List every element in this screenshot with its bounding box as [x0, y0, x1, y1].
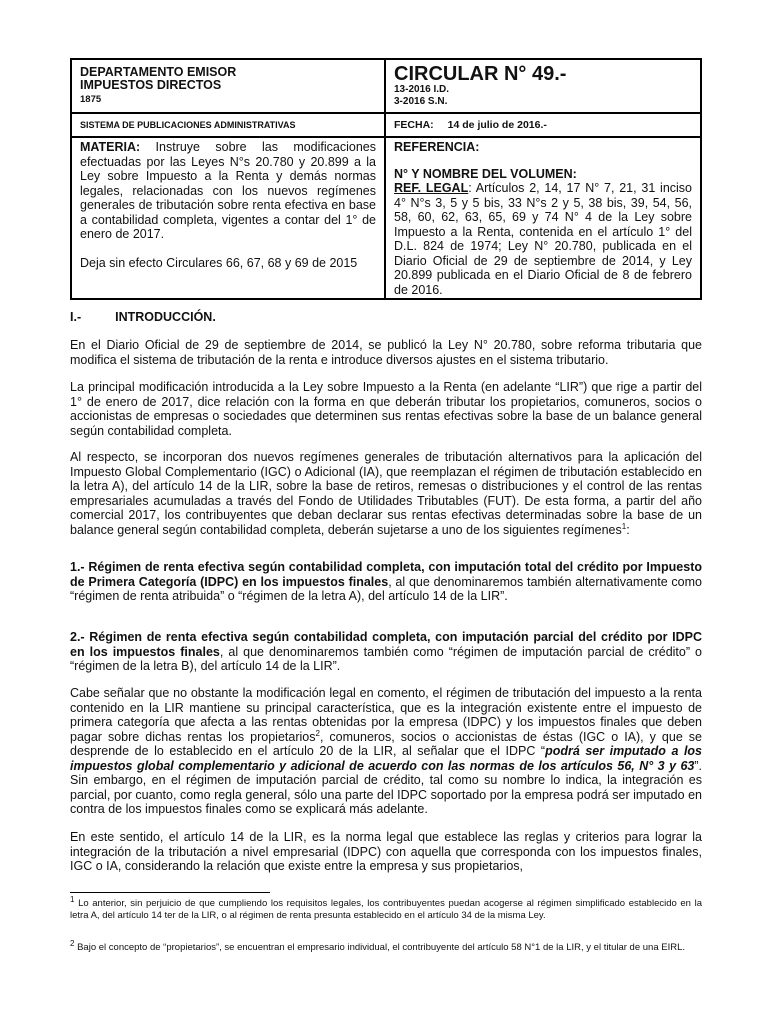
materia-paragraph	[80, 140, 376, 242]
footnote-1	[70, 894, 702, 922]
header-row-2	[72, 114, 700, 138]
department-cell	[72, 60, 386, 112]
fecha-value: 14 de julio de 2016.-	[447, 119, 547, 131]
footnote-2-text: Bajo el concepto de “propietarios”, se encuentran el empresario individual, el contribuyente del artículo 58 N°1 de la LIR, y el titular de una EIRL.	[74, 942, 686, 953]
regimen-2	[70, 630, 702, 674]
sistema-cell	[72, 114, 386, 136]
circular-cell	[386, 60, 700, 112]
header-row-1	[72, 60, 700, 114]
footnote-1-text: Lo anterior, sin perjuicio de que cumpliendo los requisitos legales, los contribuyentes puedan acogerse al régimen simplificado establecido en la letra A, del artículo 14 ter de la LIR, o al régimen de renta presunta establecido en el artículo 34 de la misma Ley.	[70, 898, 702, 921]
fecha-cell	[386, 114, 700, 136]
department-number: 1875	[80, 94, 102, 105]
paragraph-4-quote: podrá ser imputado a los impuestos global complementario y adicional de acuerdo con las normas de los artículos 56, N° 3 y 63	[70, 744, 703, 773]
section-number: I.-	[70, 310, 82, 324]
ref-legal-text: : Artículos 2, 14, 17 N° 7, 21, 31 inciso 4° N°s 3, 5 y 5 bis, 33 N°s 2 y 5, 38 bis, 39, 54, 56, 58, 60, 62, 63, 65, 69 y 74 N° 4 de la Ley sobre Impuesto a la Renta, contenida en el artículo 1° del D.L. 824 de 1974; Ley N° 20.780, publicada en el Diario Oficial de 29 de septiembre de 2014, y Ley 20.899 publicada en el Diario Oficial de 8 de febrero de 2016.	[394, 181, 693, 297]
footnote-2	[70, 938, 702, 954]
regimen-1	[70, 560, 702, 604]
footnote-1-number: 1	[70, 894, 75, 904]
regimen-1-text: , al que denominaremos también alternativamente como “régimen de renta atribuida” o “régimen de la letra A), del artículo 14 de la LIR”.	[70, 574, 702, 603]
paragraph-3-end: :	[626, 522, 630, 537]
footnote-ref-1: 1	[621, 521, 627, 531]
paragraph-3	[70, 450, 702, 537]
regimen-1-title: 1.- Régimen de renta efectiva según contabilidad completa, con imputación total del crédito por Impuesto de Primera Categoría (IDPC) en los impuestos finales	[70, 560, 702, 589]
materia-cell	[72, 138, 386, 298]
ref-legal-paragraph	[394, 181, 692, 297]
paragraph-1: En el Diario Oficial de 29 de septiembre de 2014, se publicó la Ley N° 20.780, sobre reforma tributaria que modifica el sistema de tributación de la renta e introduce diversos ajustes en el sistema tributario.	[70, 338, 702, 367]
header-row-3	[72, 138, 700, 298]
referencia-label: REFERENCIA:	[394, 140, 480, 154]
department-line-1: DEPARTAMENTO EMISOR	[80, 65, 237, 79]
referencia-cell	[386, 138, 700, 298]
ref-legal-label: REF. LEGAL	[394, 181, 469, 195]
department-line-2: IMPUESTOS DIRECTOS	[80, 78, 222, 92]
regimen-2-text: , al que denominaremos también como “régimen de imputación parcial de crédito” o “régimen de la letra B), del artículo 14 de la LIR”.	[70, 644, 702, 673]
header-table	[70, 58, 702, 300]
sistema-text: SISTEMA DE PUBLICACIONES ADMINISTRATIVAS	[80, 120, 296, 130]
section-title: INTRODUCCIÓN.	[115, 310, 216, 324]
regimen-2-title: 2.- Régimen de renta efectiva según contabilidad completa, con imputación parcial del crédito por IDPC en los impuestos finales	[70, 630, 702, 659]
paragraph-3-text: Al respecto, se incorporan dos nuevos regímenes generales de tributación alternativos para la aplicación del Impuesto Global Complementario (IGC) o Adicional (IA), que reemplazan el régimen de tributación establecido en la letra A), del artículo 14 de la LIR, sobre la base de retiros, remesas o distribuciones y el control de las rentas empresariales acumuladas a través del Fondo de Utilidades Tributables (FUT). De esta forma, a partir del año comercial 2017, los contribuyentes que deban declarar sus rentas efectivas determinadas sobre la base de un balance general según contabilidad completa, deberán sujetarse a uno de los siguientes regímenes	[70, 450, 702, 537]
paragraph-4-a: Cabe señalar que no obstante la modificación legal en comento, el régimen de tributación del impuesto a la renta contenido en la LIR mantiene su principal característica, que es la integración existente entre el impuesto de primera categoría que afecta a las rentas obtenidas por la empresa (IDPC) y los impuestos finales que deben pagar sobre dichas rentas los propietarios	[70, 686, 702, 744]
volumen-label: N° Y NOMBRE DEL VOLUMEN:	[394, 166, 577, 181]
paragraph-5: En este sentido, el artículo 14 de la LIR, es la norma legal que establece las reglas y criterios para lograr la integración de la tributación a nivel empresarial (IDPC) con aquella que corresponda con los impuestos finales, IGC o IA, considerando la relación que existe entre la empresa y sus propietarios,	[70, 830, 702, 873]
fecha-label: FECHA:	[394, 119, 434, 131]
section-heading	[70, 310, 216, 324]
footnote-ref-2: 2	[315, 728, 320, 738]
paragraph-4	[70, 686, 702, 817]
materia-text: Instruye sobre las modificaciones efectuadas por las Leyes N°s 20.780 y 20.899 a la Ley sobre Impuesto a la Renta y demás normas legales, relacionadas con los nuevos regímenes generales de tributación sobre renta efectiva en base a contabilidad completa, vigentes a contar del 1° de enero de 2017.	[80, 140, 376, 241]
paragraph-4-b: , comuneros, socios o accionistas de éstas (IGC o IA), y que se desprende de lo establecido en el artículo 20 de la LIR, al señalar que el IDPC “	[70, 729, 702, 758]
footnote-separator	[70, 892, 270, 893]
fecha-line	[394, 118, 692, 132]
circular-title: CIRCULAR N° 49.-	[394, 63, 567, 85]
paragraph-4-c: ”. Sin embargo, en el régimen de imputación parcial de crédito, tal como su nombre lo indica, la integración es parcial, por cuanto, como regla general, sólo una parte del IDPC soportado por la empresa podrá ser imputado en contra de los impuestos finales como se explicará más adelante.	[70, 758, 702, 816]
materia-label: MATERIA:	[80, 140, 141, 154]
circular-id-2: 3-2016 S.N.	[394, 95, 448, 107]
paragraph-2: La principal modificación introducida a la Ley sobre Impuesto a la Renta (en adelante “LIR”) que rige a partir del 1° de enero de 2017, dice relación con la forma en que deberán tributar los propietarios, comuneros, socios o accionistas de empresas o sociedades que determinen sus rentas efectivas sobre la base de un balance general según contabilidad completa.	[70, 380, 702, 438]
circular-id-1: 13-2016 I.D.	[394, 84, 450, 95]
deja-sin-efecto: Deja sin efecto Circulares 66, 67, 68 y 69 de 2015	[80, 255, 358, 270]
footnote-2-number: 2	[70, 938, 75, 948]
